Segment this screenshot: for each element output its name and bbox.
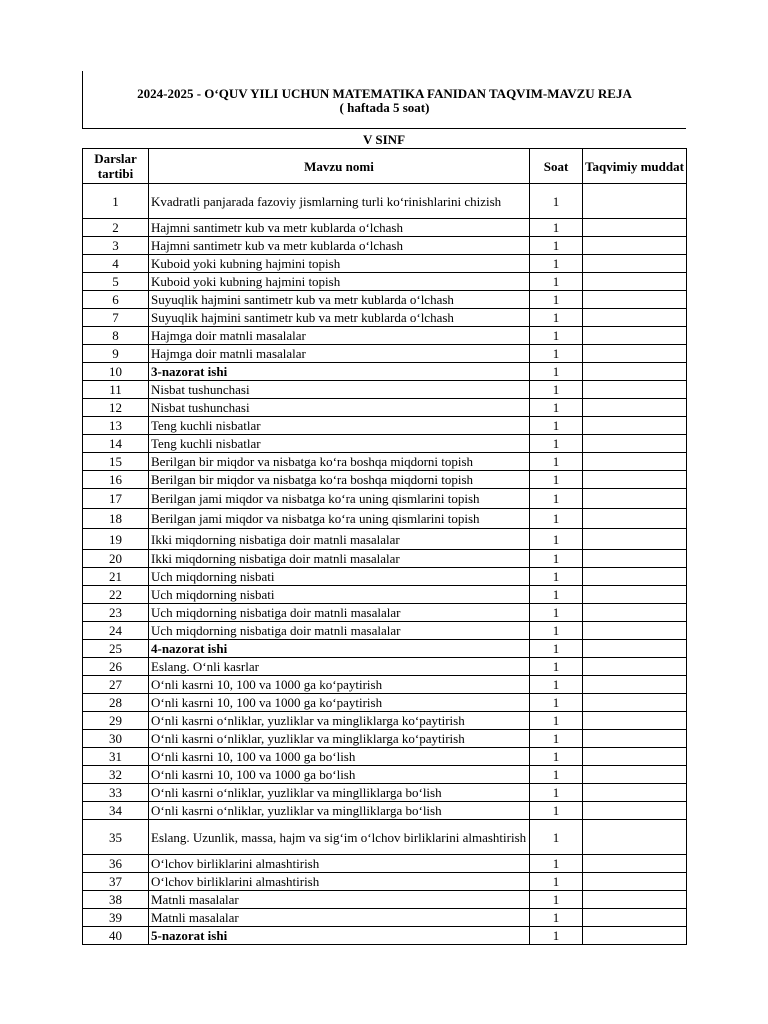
lesson-hours-cell: 1 bbox=[530, 730, 583, 748]
lesson-topic-cell: Suyuqlik hajmini santimetr kub va metr kublarda o‘lchash bbox=[149, 309, 530, 327]
lesson-number-cell: 17 bbox=[83, 489, 149, 509]
lesson-date-cell bbox=[583, 891, 687, 909]
lesson-date-cell bbox=[583, 855, 687, 873]
lesson-number-cell: 28 bbox=[83, 694, 149, 712]
table-row bbox=[83, 471, 687, 489]
table-row bbox=[83, 730, 687, 748]
lesson-date-cell bbox=[583, 255, 687, 273]
lesson-number-cell: 9 bbox=[83, 345, 149, 363]
lesson-number-cell: 26 bbox=[83, 658, 149, 676]
lesson-topic-cell: 3-nazorat ishi bbox=[149, 363, 530, 381]
lesson-number-cell: 13 bbox=[83, 417, 149, 435]
lesson-date-cell bbox=[583, 529, 687, 550]
lesson-date-cell bbox=[583, 748, 687, 766]
lesson-date-cell bbox=[583, 489, 687, 509]
lesson-number-cell: 38 bbox=[83, 891, 149, 909]
table-row bbox=[83, 694, 687, 712]
lesson-number-cell: 29 bbox=[83, 712, 149, 730]
lesson-date-cell bbox=[583, 291, 687, 309]
lesson-date-cell bbox=[583, 927, 687, 945]
lesson-hours-cell: 1 bbox=[530, 784, 583, 802]
table-row bbox=[83, 435, 687, 453]
lesson-date-cell bbox=[583, 568, 687, 586]
lesson-hours-cell: 1 bbox=[530, 309, 583, 327]
lesson-date-cell bbox=[583, 622, 687, 640]
lesson-number-cell: 3 bbox=[83, 237, 149, 255]
lesson-number-cell: 2 bbox=[83, 219, 149, 237]
lesson-date-cell bbox=[583, 658, 687, 676]
table-body bbox=[83, 184, 687, 945]
lesson-topic-cell: O‘nli kasrni 10, 100 va 1000 ga bo‘lish bbox=[149, 748, 530, 766]
lesson-topic-cell: O‘nli kasrni o‘nliklar, yuzliklar va mingliklarga ko‘paytirish bbox=[149, 730, 530, 748]
lesson-hours-cell: 1 bbox=[530, 184, 583, 219]
lesson-hours-cell: 1 bbox=[530, 255, 583, 273]
lesson-number-cell: 25 bbox=[83, 640, 149, 658]
lesson-number-cell: 23 bbox=[83, 604, 149, 622]
lesson-number-cell: 27 bbox=[83, 676, 149, 694]
lesson-hours-cell: 1 bbox=[530, 273, 583, 291]
lesson-hours-cell: 1 bbox=[530, 891, 583, 909]
lesson-number-cell: 33 bbox=[83, 784, 149, 802]
lesson-hours-cell: 1 bbox=[530, 471, 583, 489]
lesson-date-cell bbox=[583, 219, 687, 237]
table-row bbox=[83, 255, 687, 273]
lesson-date-cell bbox=[583, 909, 687, 927]
lesson-date-cell bbox=[583, 435, 687, 453]
lesson-hours-cell: 1 bbox=[530, 820, 583, 855]
table-row bbox=[83, 489, 687, 509]
lesson-topic-cell: 5-nazorat ishi bbox=[149, 927, 530, 945]
lesson-hours-cell: 1 bbox=[530, 237, 583, 255]
lesson-topic-cell: Hajmga doir matnli masalalar bbox=[149, 345, 530, 363]
lesson-topic-cell: Ikki miqdorning nisbatiga doir matnli masalalar bbox=[149, 529, 530, 550]
lesson-topic-cell: O‘nli kasrni 10, 100 va 1000 ga bo‘lish bbox=[149, 766, 530, 784]
lesson-plan-table bbox=[82, 148, 687, 945]
lesson-topic-cell: O‘nli kasrni o‘nliklar, yuzliklar va minglliklarga bo‘lish bbox=[149, 802, 530, 820]
lesson-topic-cell: Kuboid yoki kubning hajmini topish bbox=[149, 255, 530, 273]
lesson-hours-cell: 1 bbox=[530, 417, 583, 435]
lesson-number-cell: 30 bbox=[83, 730, 149, 748]
lesson-date-cell bbox=[583, 802, 687, 820]
lesson-date-cell bbox=[583, 676, 687, 694]
lesson-date-cell bbox=[583, 640, 687, 658]
lesson-hours-cell: 1 bbox=[530, 802, 583, 820]
table-row bbox=[83, 219, 687, 237]
lesson-topic-cell: O‘lchov birliklarini almashtirish bbox=[149, 855, 530, 873]
lesson-hours-cell: 1 bbox=[530, 748, 583, 766]
lesson-topic-cell: Berilgan jami miqdor va nisbatga ko‘ra uning qismlarini topish bbox=[149, 489, 530, 509]
lesson-number-cell: 4 bbox=[83, 255, 149, 273]
table-row bbox=[83, 712, 687, 730]
lesson-number-cell: 36 bbox=[83, 855, 149, 873]
lesson-topic-cell: O‘nli kasrni o‘nliklar, yuzliklar va minglliklarga bo‘lish bbox=[149, 784, 530, 802]
lesson-hours-cell: 1 bbox=[530, 327, 583, 345]
lesson-number-cell: 10 bbox=[83, 363, 149, 381]
lesson-topic-cell: Berilgan bir miqdor va nisbatga ko‘ra boshqa miqdorni topish bbox=[149, 471, 530, 489]
table-row bbox=[83, 586, 687, 604]
lesson-hours-cell: 1 bbox=[530, 873, 583, 891]
lesson-hours-cell: 1 bbox=[530, 399, 583, 417]
table-row bbox=[83, 509, 687, 529]
lesson-topic-cell: Uch miqdorning nisbatiga doir matnli masalalar bbox=[149, 604, 530, 622]
lesson-number-cell: 6 bbox=[83, 291, 149, 309]
lesson-hours-cell: 1 bbox=[530, 509, 583, 529]
lesson-date-cell bbox=[583, 417, 687, 435]
table-row bbox=[83, 309, 687, 327]
lesson-hours-cell: 1 bbox=[530, 345, 583, 363]
lesson-date-cell bbox=[583, 399, 687, 417]
table-row bbox=[83, 291, 687, 309]
lesson-topic-cell: Eslang. O‘nli kasrlar bbox=[149, 658, 530, 676]
lesson-number-cell: 1 bbox=[83, 184, 149, 219]
table-row bbox=[83, 453, 687, 471]
table-row bbox=[83, 237, 687, 255]
lesson-date-cell bbox=[583, 586, 687, 604]
lesson-hours-cell: 1 bbox=[530, 909, 583, 927]
lesson-hours-cell: 1 bbox=[530, 640, 583, 658]
lesson-hours-cell: 1 bbox=[530, 529, 583, 550]
table-row bbox=[83, 363, 687, 381]
table-row bbox=[83, 604, 687, 622]
table-row bbox=[83, 568, 687, 586]
lesson-hours-cell: 1 bbox=[530, 453, 583, 471]
lesson-date-cell bbox=[583, 237, 687, 255]
lesson-topic-cell: O‘nli kasrni 10, 100 va 1000 ga ko‘paytirish bbox=[149, 676, 530, 694]
lesson-hours-cell: 1 bbox=[530, 676, 583, 694]
lesson-topic-cell: Eslang. Uzunlik, massa, hajm va sig‘im o‘lchov birliklarini almashtirish bbox=[149, 820, 530, 855]
lesson-date-cell bbox=[583, 784, 687, 802]
lesson-date-cell bbox=[583, 694, 687, 712]
lesson-topic-cell: Berilgan bir miqdor va nisbatga ko‘ra boshqa miqdorni topish bbox=[149, 453, 530, 471]
lesson-date-cell bbox=[583, 381, 687, 399]
lesson-date-cell bbox=[583, 471, 687, 489]
lesson-topic-cell: Nisbat tushunchasi bbox=[149, 399, 530, 417]
lesson-topic-cell: O‘nli kasrni 10, 100 va 1000 ga ko‘paytirish bbox=[149, 694, 530, 712]
document-header bbox=[82, 71, 686, 129]
lesson-number-cell: 18 bbox=[83, 509, 149, 529]
class-heading: V SINF bbox=[362, 132, 406, 147]
table-row bbox=[83, 676, 687, 694]
table-row bbox=[83, 784, 687, 802]
lesson-date-cell bbox=[583, 509, 687, 529]
table-row bbox=[83, 381, 687, 399]
lesson-number-cell: 24 bbox=[83, 622, 149, 640]
lesson-date-cell bbox=[583, 730, 687, 748]
lesson-hours-cell: 1 bbox=[530, 291, 583, 309]
lesson-date-cell bbox=[583, 273, 687, 291]
lesson-number-cell: 22 bbox=[83, 586, 149, 604]
lesson-date-cell bbox=[583, 604, 687, 622]
document-title: 2024-2025 - O‘QUV YILI UCHUN MATEMATIKA FANIDAN TAQVIM-MAVZU REJA bbox=[137, 86, 632, 101]
lesson-number-cell: 34 bbox=[83, 802, 149, 820]
lesson-date-cell bbox=[583, 184, 687, 219]
lesson-number-cell: 37 bbox=[83, 873, 149, 891]
lesson-number-cell: 16 bbox=[83, 471, 149, 489]
lesson-number-cell: 8 bbox=[83, 327, 149, 345]
lesson-number-cell: 11 bbox=[83, 381, 149, 399]
lesson-hours-cell: 1 bbox=[530, 694, 583, 712]
lesson-hours-cell: 1 bbox=[530, 622, 583, 640]
lesson-topic-cell: Kvadratli panjarada fazoviy jismlarning turli ko‘rinishlarini chizish bbox=[149, 184, 530, 219]
lesson-topic-cell: Teng kuchli nisbatlar bbox=[149, 417, 530, 435]
lesson-number-cell: 12 bbox=[83, 399, 149, 417]
lesson-hours-cell: 1 bbox=[530, 586, 583, 604]
lesson-hours-cell: 1 bbox=[530, 219, 583, 237]
table-row bbox=[83, 909, 687, 927]
table-row bbox=[83, 622, 687, 640]
table-row bbox=[83, 766, 687, 784]
lesson-hours-cell: 1 bbox=[530, 927, 583, 945]
lesson-number-cell: 7 bbox=[83, 309, 149, 327]
lesson-hours-cell: 1 bbox=[530, 381, 583, 399]
lesson-hours-cell: 1 bbox=[530, 766, 583, 784]
lesson-topic-cell: Uch miqdorning nisbati bbox=[149, 586, 530, 604]
table-row bbox=[83, 417, 687, 435]
lesson-number-cell: 21 bbox=[83, 568, 149, 586]
lesson-hours-cell: 1 bbox=[530, 658, 583, 676]
column-header-date: Taqvimiy muddat bbox=[583, 149, 687, 184]
lesson-number-cell: 31 bbox=[83, 748, 149, 766]
lesson-hours-cell: 1 bbox=[530, 855, 583, 873]
table-row bbox=[83, 327, 687, 345]
table-row bbox=[83, 748, 687, 766]
table-row bbox=[83, 273, 687, 291]
column-header-hours: Soat bbox=[530, 149, 583, 184]
table-row bbox=[83, 873, 687, 891]
lesson-date-cell bbox=[583, 766, 687, 784]
column-header-order: Darslar tartibi bbox=[83, 149, 149, 184]
lesson-number-cell: 19 bbox=[83, 529, 149, 550]
lesson-topic-cell: Ikki miqdorning nisbatiga doir matnli masalalar bbox=[149, 550, 530, 568]
lesson-topic-cell: 4-nazorat ishi bbox=[149, 640, 530, 658]
lesson-hours-cell: 1 bbox=[530, 550, 583, 568]
lesson-hours-cell: 1 bbox=[530, 712, 583, 730]
table-row bbox=[83, 658, 687, 676]
lesson-topic-cell: Kuboid yoki kubning hajmini topish bbox=[149, 273, 530, 291]
table-header-row bbox=[83, 149, 687, 184]
table-row bbox=[83, 820, 687, 855]
table-row bbox=[83, 927, 687, 945]
lesson-topic-cell: Uch miqdorning nisbatiga doir matnli masalalar bbox=[149, 622, 530, 640]
lesson-number-cell: 14 bbox=[83, 435, 149, 453]
lesson-date-cell bbox=[583, 550, 687, 568]
lesson-date-cell bbox=[583, 712, 687, 730]
lesson-hours-cell: 1 bbox=[530, 363, 583, 381]
lesson-topic-cell: Suyuqlik hajmini santimetr kub va metr kublarda o‘lchash bbox=[149, 291, 530, 309]
table-row bbox=[83, 802, 687, 820]
table-row bbox=[83, 640, 687, 658]
lesson-number-cell: 40 bbox=[83, 927, 149, 945]
lesson-date-cell bbox=[583, 327, 687, 345]
lesson-topic-cell: Hajmni santimetr kub va metr kublarda o‘lchash bbox=[149, 237, 530, 255]
lesson-topic-cell: Matnli masalalar bbox=[149, 909, 530, 927]
lesson-topic-cell: O‘lchov birliklarini almashtirish bbox=[149, 873, 530, 891]
lesson-topic-cell: Nisbat tushunchasi bbox=[149, 381, 530, 399]
lesson-date-cell bbox=[583, 453, 687, 471]
document-subtitle: ( haftada 5 soat) bbox=[339, 100, 430, 115]
lesson-hours-cell: 1 bbox=[530, 435, 583, 453]
lesson-topic-cell: Hajmga doir matnli masalalar bbox=[149, 327, 530, 345]
table-row bbox=[83, 891, 687, 909]
lesson-hours-cell: 1 bbox=[530, 568, 583, 586]
lesson-date-cell bbox=[583, 363, 687, 381]
lesson-date-cell bbox=[583, 309, 687, 327]
table-row bbox=[83, 399, 687, 417]
lesson-number-cell: 5 bbox=[83, 273, 149, 291]
table-row bbox=[83, 184, 687, 219]
lesson-number-cell: 32 bbox=[83, 766, 149, 784]
lesson-number-cell: 20 bbox=[83, 550, 149, 568]
lesson-date-cell bbox=[583, 873, 687, 891]
lesson-topic-cell: Uch miqdorning nisbati bbox=[149, 568, 530, 586]
lesson-topic-cell: O‘nli kasrni o‘nliklar, yuzliklar va mingliklarga ko‘paytirish bbox=[149, 712, 530, 730]
lesson-number-cell: 15 bbox=[83, 453, 149, 471]
lesson-number-cell: 35 bbox=[83, 820, 149, 855]
lesson-topic-cell: Matnli masalalar bbox=[149, 891, 530, 909]
lesson-number-cell: 39 bbox=[83, 909, 149, 927]
lesson-topic-cell: Teng kuchli nisbatlar bbox=[149, 435, 530, 453]
lesson-hours-cell: 1 bbox=[530, 489, 583, 509]
lesson-topic-cell: Berilgan jami miqdor va nisbatga ko‘ra uning qismlarini topish bbox=[149, 509, 530, 529]
lesson-hours-cell: 1 bbox=[530, 604, 583, 622]
lesson-date-cell bbox=[583, 345, 687, 363]
column-header-topic: Mavzu nomi bbox=[149, 149, 530, 184]
lesson-topic-cell: Hajmni santimetr kub va metr kublarda o‘lchash bbox=[149, 219, 530, 237]
lesson-date-cell bbox=[583, 820, 687, 855]
table-row bbox=[83, 345, 687, 363]
table-row bbox=[83, 855, 687, 873]
table-row bbox=[83, 550, 687, 568]
table-row bbox=[83, 529, 687, 550]
